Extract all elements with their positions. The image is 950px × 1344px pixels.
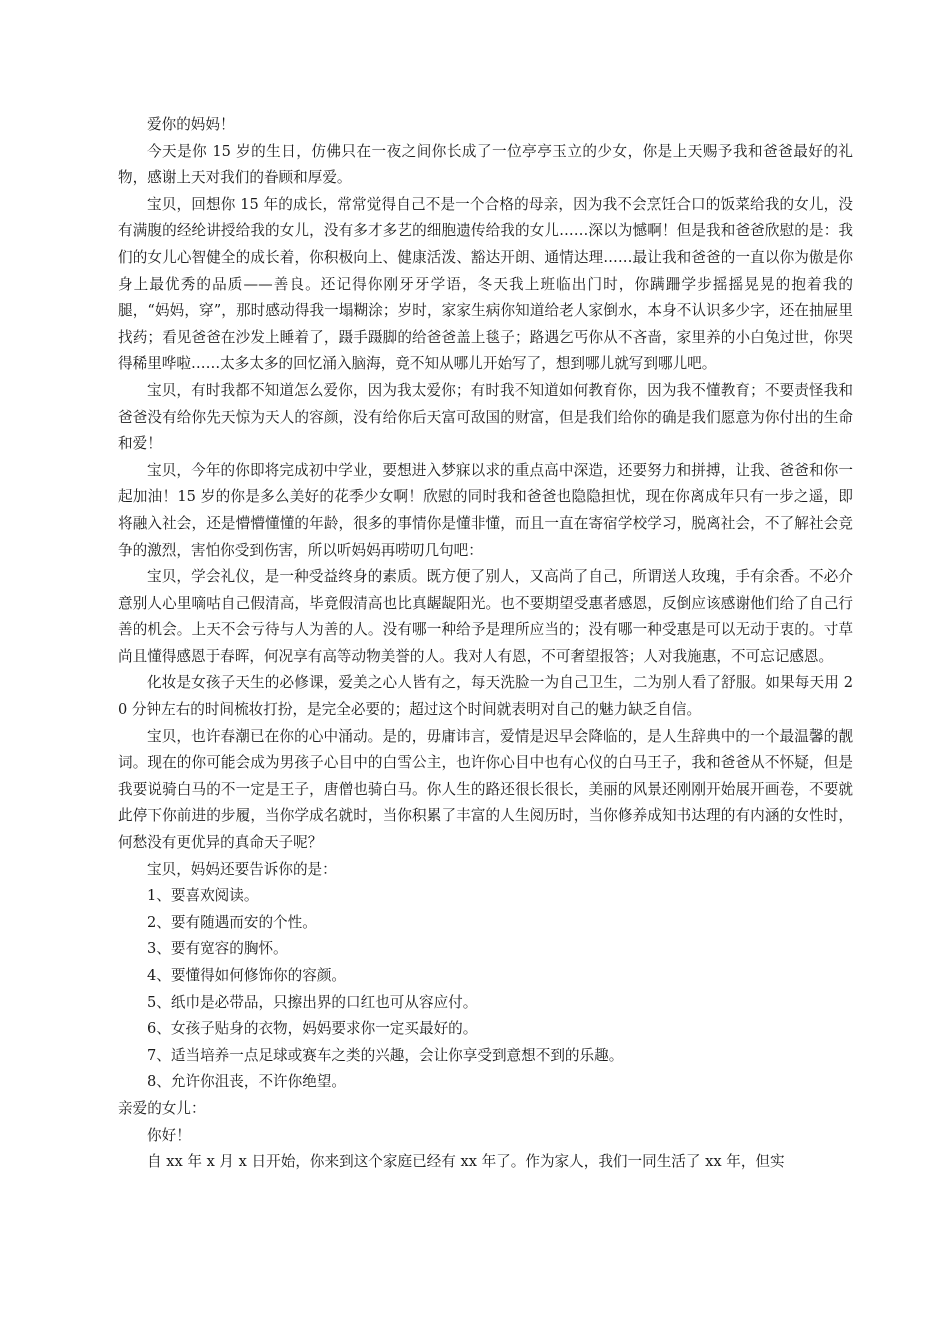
paragraph-birthday: 今天是你 15 岁的生日，仿佛只在一夜之间你长成了一位亭亭玉立的少女，你是上天赐予我和爸爸最好的礼物，感谢上天对我们的眷顾和厚爱。	[118, 142, 853, 187]
list-item: 4、要懂得如何修饰你的容颜。	[147, 967, 347, 984]
paragraph-makeup: 化妆是女孩子天生的必修课，爱美之心人皆有之，每天洗脸一为自己卫生，二为别人看了舒服。如果每天用 20 分钟左右的时间梳妆打扮，是完全必要的；超过这个时间就表明对自己的魅力缺乏自信。	[118, 674, 853, 719]
list-item: 3、要有宽容的胸怀。	[147, 940, 288, 958]
paragraph-family-start: 自 xx 年 x 月 x 日开始，你来到这个家庭已经有 xx 年了。作为家人，我们一同生活了 xx 年，但实	[147, 1153, 785, 1171]
paragraph-list-intro: 宝贝，妈妈还要告诉你的是：	[147, 860, 337, 878]
document-page	[118, 112, 853, 1176]
list-item: 5、纸巾是必带品，只擦出界的口红也可从容应付。	[147, 993, 478, 1011]
paragraph-etiquette: 宝贝，学会礼仪，是一种受益终身的素质。既方便了别人，又高尚了自己，所谓送人玫瑰，手有余香。不必介意别人心里嘀咕自己假清高，毕竟假清高也比真龌龊阳光。也不要期望受惠者感恩，反倒应该感谢他们给了自己行善的机会。上天不会亏待与人为善的人。没有哪一种给予是理所应当的；没有哪一种受惠是可以无动于衷的。寸草尚且懂得感恩于春晖，何况享有高等动物美誉的人。我对人有恩，不可奢望报答；人对我施惠，不可忘记感恩。	[118, 568, 853, 665]
salutation: 亲爱的女儿：	[118, 1099, 206, 1117]
paragraph-growth-memories: 宝贝，回想你 15 年的成长，常常觉得自己不是一个合格的母亲，因为我不会烹饪合口的饭菜给我的女儿，没有满腹的经纶讲授给我的女儿，没有多才多艺的细胞遗传给我的女儿……深以为憾啊！但是我和爸爸欣慰的是：我们的女儿心智健全的成长着，你积极向上、健康活泼、豁达开朗、通情达理……最让我和爸爸的一直以你为傲是你身上最优秀的品质——善良。还记得你刚牙牙学语，冬天我上班临出门时，你蹒跚学步摇摇晃晃的抱着我的腿，“妈妈，穿”，那时感动得我一塌糊涂；岁时，家家生病你知道给老人家倒水，本身不认识多少字，还在抽屉里找药；看见爸爸在沙发上睡着了，蹑手蹑脚的给爸爸盖上毯子；路遇乞丐你从不吝啬，家里养的小白兔过世，你哭得稀里哗啦……太多太多的回忆涌入脑海，竟不知从哪儿开始写了，想到哪儿就写到哪儿吧。	[118, 195, 853, 373]
paragraph-school: 宝贝，今年的你即将完成初中学业，要想进入梦寐以求的重点高中深造，还要努力和拼搏，让我、爸爸和你一起加油！15 岁的你是多么美好的花季少女啊！欣慰的同时我和爸爸也隐隐担忧，现在你离成年只有一步之遥，即将融入社会，还是懵懵懂懂的年龄，很多的事情你是懂非懂，而且一直在寄宿学校学习，脱离社会，不了解社会竞争的激烈，害怕你受到伤害，所以听妈妈再唠叨几句吧：	[118, 461, 853, 559]
paragraph-love: 宝贝，有时我都不知道怎么爱你，因为我太爱你；有时我不知道如何教育你，因为我不懂教育；不要责怪我和爸爸没有给你先天惊为天人的容颜，没有给你后天富可敌国的财富，但是我们给你的确是我们愿意为你付出的生命和爱！	[118, 381, 853, 453]
greeting: 你好！	[147, 1126, 191, 1144]
list-item: 7、适当培养一点足球或赛车之类的兴趣，会让你享受到意想不到的乐趣。	[147, 1046, 624, 1064]
closing-line: 爱你的妈妈！	[147, 116, 235, 133]
list-item: 2、要有随遇而安的个性。	[147, 913, 317, 931]
list-item: 6、女孩子贴身的衣物，妈妈要求你一定买最好的。	[147, 1020, 478, 1038]
list-item: 8、允许你沮丧，不许你绝望。	[147, 1073, 347, 1091]
paragraph-love-advice: 宝贝，也许春潮已在你的心中涌动。是的，毋庸讳言，爱情是迟早会降临的，是人生辞典中的一个最温馨的靓词。现在的你可能会成为男孩子心目中的白雪公主，也许你心目中也有心仪的白马王子，我和爸爸从不怀疑，但是我要说骑白马的不一定是王子，唐僧也骑白马。你人生的路还很长很长，美丽的风景还刚刚开始展开画卷，不要就此停下你前进的步履，当你学成名就时，当你积累了丰富的人生阅历时，当你修养成知书达理的有内涵的女性时，何愁没有更优异的真命天子呢？	[118, 727, 853, 852]
list-item: 1、要喜欢阅读。	[147, 887, 259, 905]
